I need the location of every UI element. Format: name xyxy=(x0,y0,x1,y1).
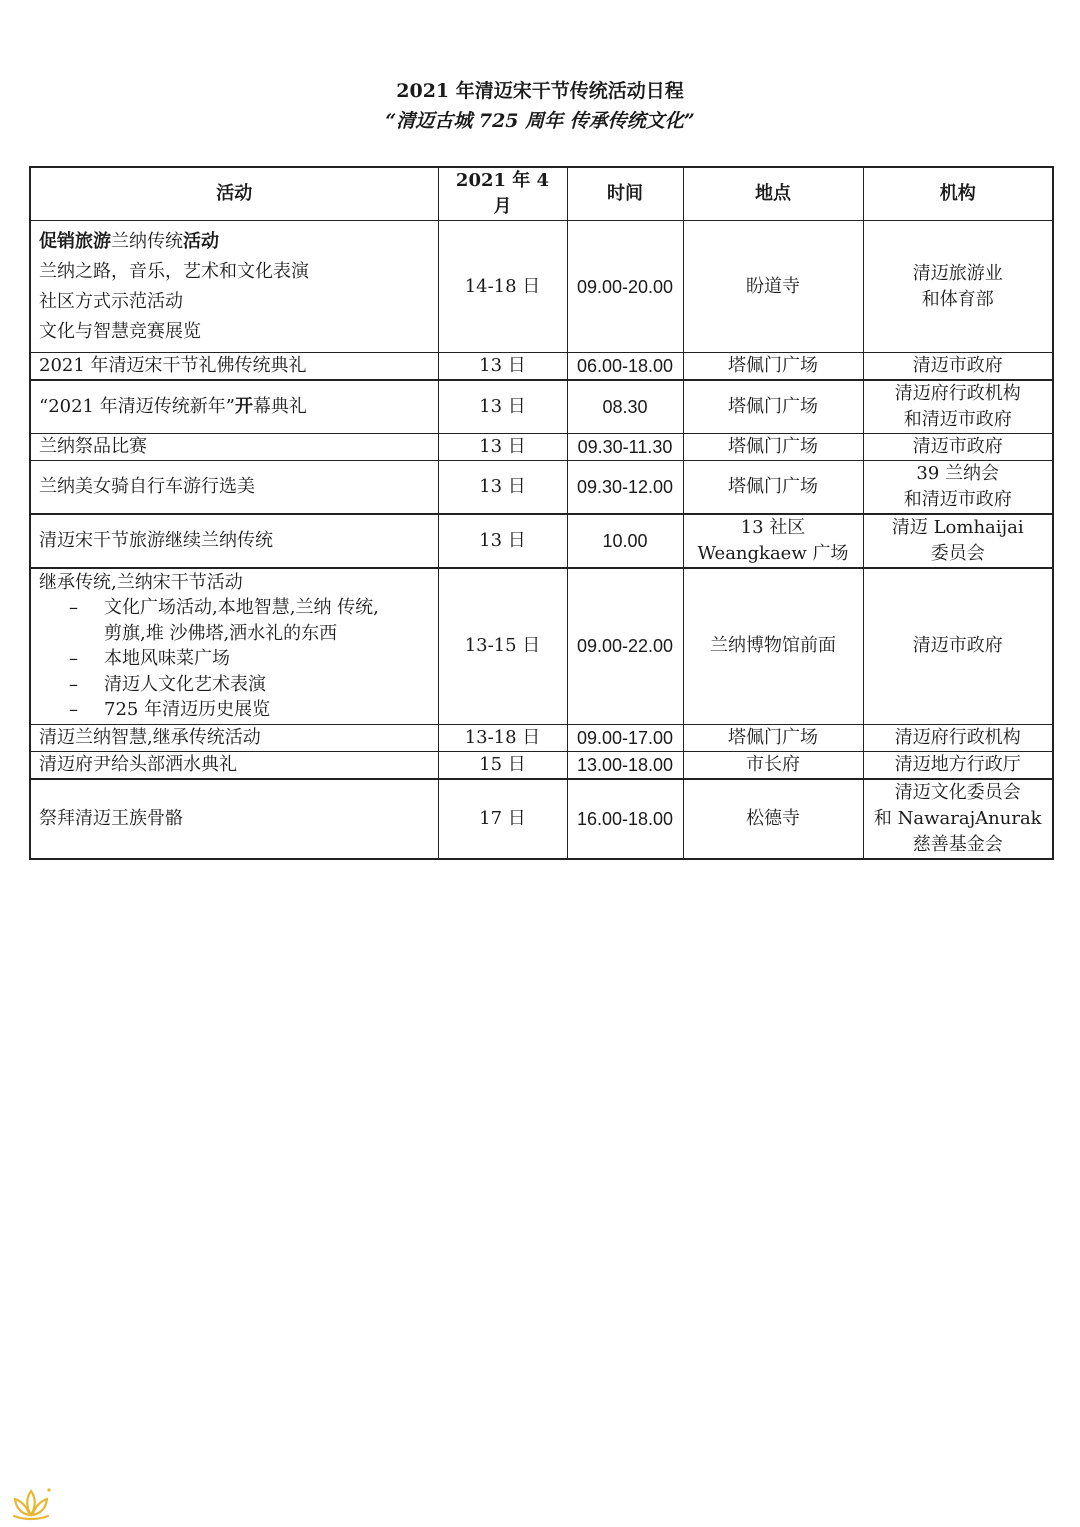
activity-sub-text: 文化广场活动,本地智慧,兰纳 传统, xyxy=(104,597,379,619)
time-cell: 09.00-22.00 xyxy=(567,568,683,724)
date-cell: 15 日 xyxy=(438,751,567,779)
place-line: 13 社区 xyxy=(740,517,806,538)
activity-cell: 兰纳祭品比赛 xyxy=(30,434,438,461)
time-cell: 09.30-11.30 xyxy=(567,434,683,461)
table-header-row xyxy=(30,167,1053,221)
time-cell: 09.00-17.00 xyxy=(567,724,683,751)
col-header-org: 机构 xyxy=(863,167,1053,221)
dash-bullet: – xyxy=(69,648,78,670)
org-line: 和体育部 xyxy=(921,288,994,310)
table-row xyxy=(30,514,1053,568)
time-cell: 13.00-18.00 xyxy=(567,751,683,779)
schedule-table xyxy=(29,166,1054,860)
activity-sub-text: 725 年清迈历史展览 xyxy=(104,699,271,721)
col-header-place: 地点 xyxy=(683,167,863,221)
table-row xyxy=(30,353,1053,381)
col-header-date: 2021 年 4 月 xyxy=(438,167,567,221)
table-row xyxy=(30,568,1053,724)
activity-line: 社区方式示范活动 xyxy=(39,290,183,312)
activity-sub-item xyxy=(39,646,430,672)
org-line: 慈善基金会 xyxy=(912,833,1003,855)
table-row xyxy=(30,380,1053,434)
org-line: 清迈府行政机构 xyxy=(894,383,1021,404)
time-cell: 06.00-18.00 xyxy=(567,353,683,381)
activity-text: “2021 年清迈传统新年” xyxy=(39,396,235,417)
org-line: 和清迈市政府 xyxy=(903,409,1012,430)
activity-sub-text: 本地风味菜广场 xyxy=(104,648,230,670)
document-title-block xyxy=(0,76,1080,136)
time-cell: 10.00 xyxy=(567,514,683,568)
lotus-logo-icon xyxy=(8,1485,54,1521)
activity-sub-item xyxy=(39,697,430,723)
org-line: 和清迈市政府 xyxy=(903,489,1012,510)
activity-cell: 清迈府尹给头部洒水典礼 xyxy=(30,751,438,779)
activity-sub-item xyxy=(39,672,430,698)
table-row xyxy=(30,221,1053,353)
org-cell: 清迈市政府 xyxy=(863,434,1053,461)
place-line: Weangkaew 广场 xyxy=(697,543,849,564)
activity-sub-continued: 剪旗,堆 沙佛塔,洒水礼的东西 xyxy=(104,622,338,644)
table-row xyxy=(30,724,1053,751)
place-cell: 塔佩门广场 xyxy=(683,461,863,515)
date-cell: 13 日 xyxy=(438,380,567,434)
activity-cell: 兰纳美女骑自行车游行选美 xyxy=(30,461,438,515)
date-cell: 17 日 xyxy=(438,779,567,859)
activity-text: 旅游 xyxy=(75,230,111,252)
time-cell: 09.30-12.00 xyxy=(567,461,683,515)
col-header-time: 时间 xyxy=(567,167,683,221)
activity-line: 文化与智慧竞赛展览 xyxy=(39,320,201,342)
org-line: 和 NawarajAnurak xyxy=(873,807,1042,829)
activity-line: 兰纳之路，音乐，艺术和文化表演 xyxy=(39,260,309,282)
org-cell xyxy=(863,221,1053,353)
activity-cell: 清迈宋干节旅游继续兰纳传统 xyxy=(30,514,438,568)
place-cell xyxy=(683,514,863,568)
activity-cell: 2021 年清迈宋干节礼佛传统典礼 xyxy=(30,353,438,381)
activity-text: 幕典礼 xyxy=(252,396,307,417)
activity-text: 促销 xyxy=(39,230,75,252)
table-row xyxy=(30,751,1053,779)
time-cell: 08.30 xyxy=(567,380,683,434)
date-cell: 13 日 xyxy=(438,353,567,381)
date-cell: 13 日 xyxy=(438,434,567,461)
dash-bullet: – xyxy=(69,699,78,721)
activity-line xyxy=(39,227,430,257)
org-cell: 清迈市政府 xyxy=(863,353,1053,381)
date-cell: 13 日 xyxy=(438,514,567,568)
date-cell: 13 日 xyxy=(438,461,567,515)
table-row xyxy=(30,779,1053,859)
place-cell: 塔佩门广场 xyxy=(683,724,863,751)
document-subtitle: “清迈古城 725 周年 传承传统文化” xyxy=(385,110,695,132)
activity-sub-item xyxy=(39,595,430,621)
org-line: 清迈旅游业 xyxy=(912,262,1003,284)
place-cell: 塔佩门广场 xyxy=(683,353,863,381)
activity-sub-text: 清迈人文化艺术表演 xyxy=(104,673,266,695)
org-cell: 清迈府行政机构 xyxy=(863,724,1053,751)
activity-cell: 清迈兰纳智慧,继承传统活动 xyxy=(30,724,438,751)
dash-bullet: – xyxy=(69,597,78,619)
date-cell: 13-15 日 xyxy=(438,568,567,724)
activity-text: 活动 xyxy=(183,230,219,252)
place-cell: 市长府 xyxy=(683,751,863,779)
place-cell: 兰纳博物馆前面 xyxy=(683,568,863,724)
place-cell: 塔佩门广场 xyxy=(683,434,863,461)
org-line: 清迈文化委员会 xyxy=(894,781,1021,803)
activity-text: 开 xyxy=(234,396,253,417)
org-cell: 清迈地方行政厅 xyxy=(863,751,1053,779)
org-line: 39 兰纳会 xyxy=(916,463,1000,484)
document-title: 2021 年清迈宋干节传统活动日程 xyxy=(396,80,684,102)
place-cell: 塔佩门广场 xyxy=(683,380,863,434)
table-row xyxy=(30,434,1053,461)
table-row xyxy=(30,461,1053,515)
place-line: 盼道寺 xyxy=(746,275,800,297)
org-line: 委员会 xyxy=(930,543,985,564)
org-cell xyxy=(863,461,1053,515)
activity-line: 继承传统,兰纳宋干节活动 xyxy=(39,571,243,593)
org-cell xyxy=(863,380,1053,434)
activity-cell xyxy=(30,221,438,353)
activity-text: 兰纳传统 xyxy=(111,230,183,252)
time-cell: 09.00-20.00 xyxy=(567,221,683,353)
date-cell: 14-18 日 xyxy=(438,221,567,353)
activity-cell xyxy=(30,380,438,434)
activity-cell xyxy=(30,568,438,724)
col-header-activity: 活动 xyxy=(30,167,438,221)
org-cell xyxy=(863,514,1053,568)
time-cell: 16.00-18.00 xyxy=(567,779,683,859)
dash-bullet: – xyxy=(69,673,78,695)
org-line: 清迈 Lomhaijai xyxy=(891,517,1024,538)
org-cell xyxy=(863,779,1053,859)
org-cell: 清迈市政府 xyxy=(863,568,1053,724)
place-cell: 松德寺 xyxy=(683,779,863,859)
date-cell: 13-18 日 xyxy=(438,724,567,751)
place-cell xyxy=(683,221,863,353)
activity-cell: 祭拜清迈王族骨骼 xyxy=(30,779,438,859)
